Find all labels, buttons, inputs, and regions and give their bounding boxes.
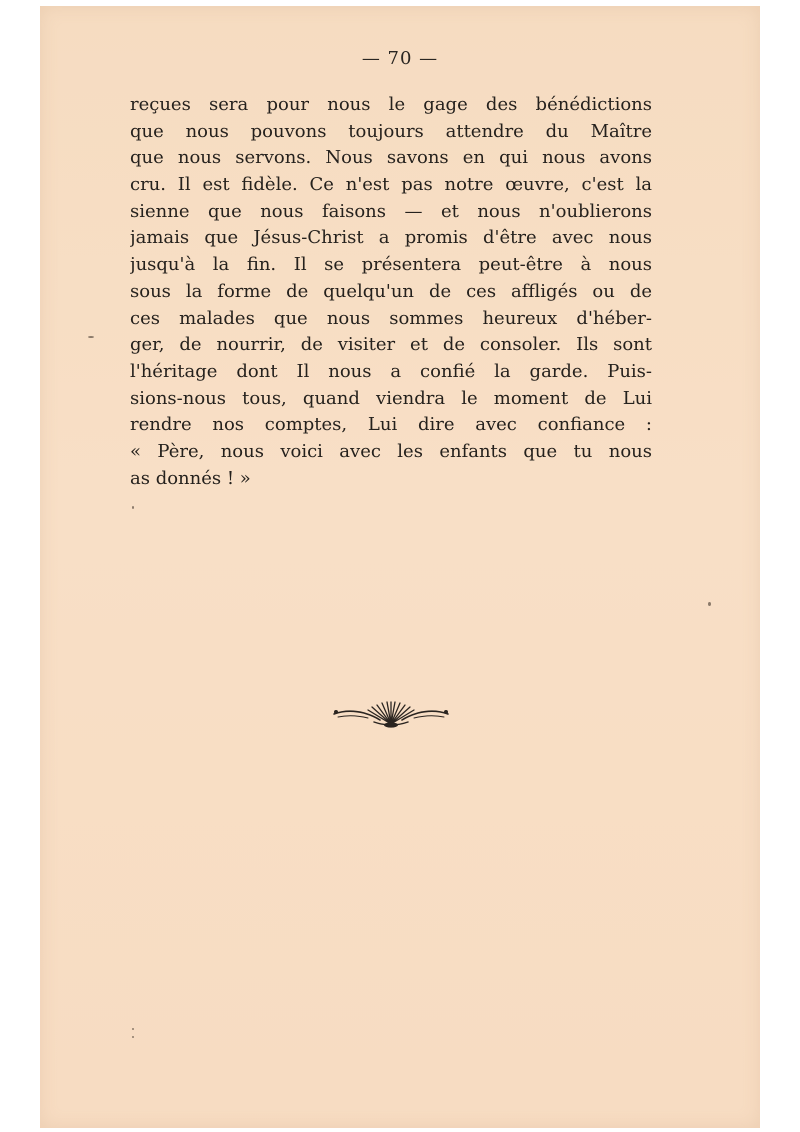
page-number: — 70 — [361, 48, 439, 69]
text-line: cru. Il est fidèle. Ce n'est pas notre œuvre, c'est la [130, 174, 652, 196]
text-line: ces malades que nous sommes heureux d'héber- [130, 307, 652, 329]
text-line: « Père, nous voici avec les enfants que tu nous [130, 440, 652, 462]
paper-speck [132, 1036, 134, 1038]
text-line: jusqu'à la fin. Il se présentera peut-être à nous [130, 254, 652, 276]
text-line: l'héritage dont Il nous a confié la garde. Puis- [130, 360, 652, 382]
book-page [40, 6, 760, 1128]
body-paragraph [130, 92, 652, 492]
fan-ornament-icon [330, 700, 452, 730]
text-line: ger, de nourrir, de visiter et de consoler. Ils sont [130, 334, 652, 356]
text-line: as donnés ! » [130, 467, 251, 489]
paper-speck [708, 602, 711, 606]
text-line: rendre nos comptes, Lui dire avec confiance : [130, 414, 652, 436]
text-line: sions-nous tous, quand viendra le moment de Lui [130, 387, 652, 409]
paper-speck [132, 506, 134, 509]
text-line: sous la forme de quelqu'un de ces affligés ou de [130, 280, 652, 302]
text-line: jamais que Jésus-Christ a promis d'être avec nous [130, 227, 652, 249]
text-line: reçues sera pour nous le gage des bénédictions [130, 94, 652, 115]
paper-speck [132, 1028, 134, 1030]
text-line: que nous servons. Nous savons en qui nous avons [130, 147, 652, 169]
paper-speck [88, 336, 94, 338]
text-line: que nous pouvons toujours attendre du Maître [130, 120, 652, 142]
text-line: sienne que nous faisons — et nous n'oublierons [130, 200, 652, 222]
